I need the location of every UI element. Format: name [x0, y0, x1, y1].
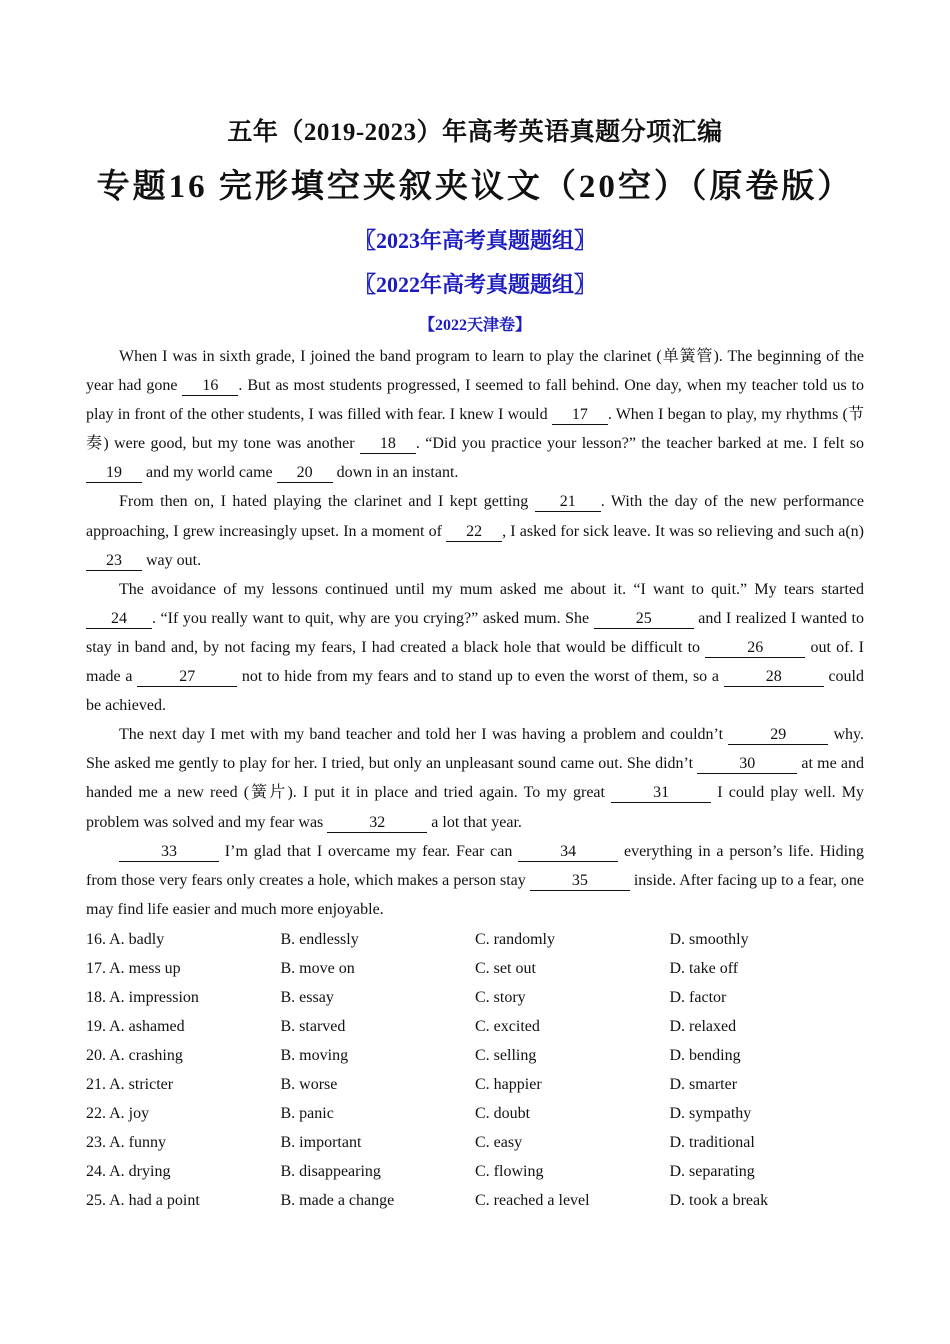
- passage-text: . “If you really want to quit, why are you crying?” asked mum. She: [152, 609, 594, 627]
- option-b: B. moving: [280, 1047, 349, 1064]
- blank-22: 22: [446, 523, 502, 542]
- passage-text: out of. I made a: [86, 638, 864, 686]
- blank-31: 31: [611, 784, 711, 803]
- passage-text: The avoidance of my lessons continued until my mum asked me about it. “I want to quit.” My tears started: [119, 580, 864, 598]
- passage-text: . “Did you practice your lesson?” the teacher barked at me. I felt so: [415, 435, 864, 453]
- option-c: C. reached a level: [475, 1192, 590, 1209]
- passage-text: . But as most students progressed, I seemed to fall behind. One day, when my teacher told us to play in front of the other students, I was filled with fear. I knew I would: [86, 377, 865, 424]
- option-row-20: [86, 1041, 864, 1070]
- blank-29: 29: [728, 726, 828, 745]
- option-row-19: [86, 1012, 864, 1041]
- option-d: D. factor: [669, 989, 727, 1006]
- option-d: D. separating: [669, 1163, 755, 1180]
- option-row-22: [86, 1099, 864, 1128]
- option-d: D. took a break: [669, 1192, 769, 1209]
- passage-text: The next day I met with my band teacher and told her I was having a problem and couldn’t: [119, 726, 729, 744]
- option-c: C. story: [475, 989, 526, 1006]
- option-c: C. randomly: [475, 931, 555, 948]
- option-b: B. disappearing: [280, 1163, 381, 1180]
- blank-20: 20: [277, 464, 333, 483]
- option-b: B. endlessly: [280, 931, 359, 948]
- option-c: C. excited: [475, 1018, 540, 1035]
- blank-32: 32: [327, 814, 427, 833]
- option-d: D. relaxed: [669, 1018, 737, 1035]
- option-row-17: [86, 954, 864, 983]
- option-b: B. important: [280, 1134, 362, 1151]
- cloze-passage: [86, 342, 864, 924]
- blank-35: 35: [530, 872, 630, 891]
- option-d: D. take off: [669, 960, 739, 977]
- passage-text: and I realized I wanted to stay in band and, by not facing my fears, I had created a black hole that would be difficult to: [86, 609, 864, 656]
- option-row-21: [86, 1070, 864, 1099]
- blank-30: 30: [697, 755, 797, 774]
- paragraph-4: [86, 720, 864, 836]
- paragraph-5: [86, 837, 864, 924]
- option-b: B. worse: [280, 1076, 338, 1093]
- passage-text: . When I began to play, my rhythms (节奏) were good, but my tone was another: [86, 406, 865, 453]
- option-row-18: [86, 983, 864, 1012]
- paragraph-1: [86, 342, 864, 487]
- blank-28: 28: [724, 668, 824, 687]
- passage-text: . With the day of the new performance approaching, I grew increasingly upset. In a moment of: [86, 493, 865, 540]
- option-d: D. smarter: [669, 1076, 738, 1093]
- option-c: C. doubt: [475, 1105, 531, 1122]
- option-row-23: [86, 1128, 864, 1157]
- passage-text: , I asked for sick leave. It was so relieving and such a(n): [502, 522, 865, 540]
- option-a: 22. A. joy: [86, 1105, 150, 1122]
- blank-26: 26: [705, 639, 805, 658]
- option-a: 20. A. crashing: [86, 1047, 183, 1064]
- option-a: 21. A. stricter: [86, 1076, 174, 1093]
- option-b: B. made a change: [280, 1192, 395, 1209]
- option-a: 17. A. mess up: [86, 960, 181, 977]
- group-heading-2022: 〖2022年高考真题题组〗: [353, 272, 596, 297]
- passage-text: I could play well. My problem was solved and my fear was: [86, 784, 864, 831]
- paragraph-2: [86, 487, 864, 574]
- option-c: C. flowing: [475, 1163, 544, 1180]
- blank-25: 25: [594, 610, 694, 629]
- option-b: B. panic: [280, 1105, 334, 1122]
- option-a: 24. A. drying: [86, 1163, 171, 1180]
- passage-text: why. She asked me gently to play for her. I tried, but only an unpleasant sound came out. She didn’t: [86, 726, 865, 773]
- answer-options: [86, 925, 864, 1215]
- option-row-24: [86, 1157, 864, 1186]
- passage-text: and my world came: [142, 464, 277, 482]
- passage-text: From then on, I hated playing the clarinet and I kept getting: [119, 493, 535, 511]
- option-b: B. essay: [280, 989, 334, 1006]
- option-a: 19. A. ashamed: [86, 1018, 185, 1035]
- option-a: 18. A. impression: [86, 989, 199, 1006]
- passage-text: I’m glad that I overcame my fear. Fear can: [219, 842, 519, 860]
- group-heading-2023: 〖2023年高考真题题组〗: [353, 228, 596, 253]
- section-label: 【2022天津卷】: [418, 317, 531, 334]
- option-a: 16. A. badly: [86, 931, 165, 948]
- paragraph-3: [86, 575, 864, 720]
- option-d: D. traditional: [669, 1134, 755, 1151]
- passage-text: down in an instant.: [332, 464, 459, 482]
- blank-16: 16: [182, 377, 238, 396]
- blank-34: 34: [518, 843, 618, 862]
- passage-text: not to hide from my fears and to stand up to even the worst of them, so a: [237, 668, 724, 686]
- blank-19: 19: [86, 464, 142, 483]
- passage-text: inside. After facing up to a fear, one may find life easier and much more enjoyable.: [86, 871, 864, 918]
- option-a: 23. A. funny: [86, 1134, 166, 1151]
- option-c: C. set out: [475, 960, 536, 977]
- passage-text: everything in a person’s life. Hiding from those very fears only creates a hole, which makes a person stay: [86, 842, 865, 889]
- option-a: 25. A. had a point: [86, 1192, 200, 1209]
- blank-21: 21: [535, 493, 601, 512]
- passage-text: at me and handed me a new reed (簧片). I put it in place and tried again. To my great: [86, 755, 865, 802]
- passage-text: a lot that year.: [427, 813, 522, 831]
- blank-23: 23: [86, 552, 142, 571]
- option-c: C. selling: [475, 1047, 537, 1064]
- option-c: C. easy: [475, 1134, 523, 1151]
- option-b: B. move on: [280, 960, 355, 977]
- option-c: C. happier: [475, 1076, 542, 1093]
- passage-text: way out.: [142, 551, 202, 569]
- option-b: B. starved: [280, 1018, 346, 1035]
- passage-text: could be achieved.: [86, 668, 865, 715]
- option-d: D. sympathy: [669, 1105, 752, 1122]
- blank-17: 17: [552, 406, 608, 425]
- series-title: 五年（2019-2023）年高考英语真题分项汇编: [227, 119, 723, 146]
- blank-18: 18: [360, 435, 416, 454]
- blank-24: 24: [86, 610, 152, 629]
- option-d: D. smoothly: [669, 931, 749, 948]
- passage-text: When I was in sixth grade, I joined the band program to learn to play the clarinet (单簧管). The beginning of the year had gone: [86, 348, 864, 395]
- option-d: D. bending: [669, 1047, 741, 1064]
- blank-27: 27: [137, 668, 237, 687]
- option-row-16: [86, 925, 864, 954]
- option-row-25: [86, 1186, 864, 1215]
- blank-33: 33: [119, 843, 219, 862]
- main-title: 专题16 完形填空夹叙夹议文（20空）（原卷版）: [96, 169, 854, 205]
